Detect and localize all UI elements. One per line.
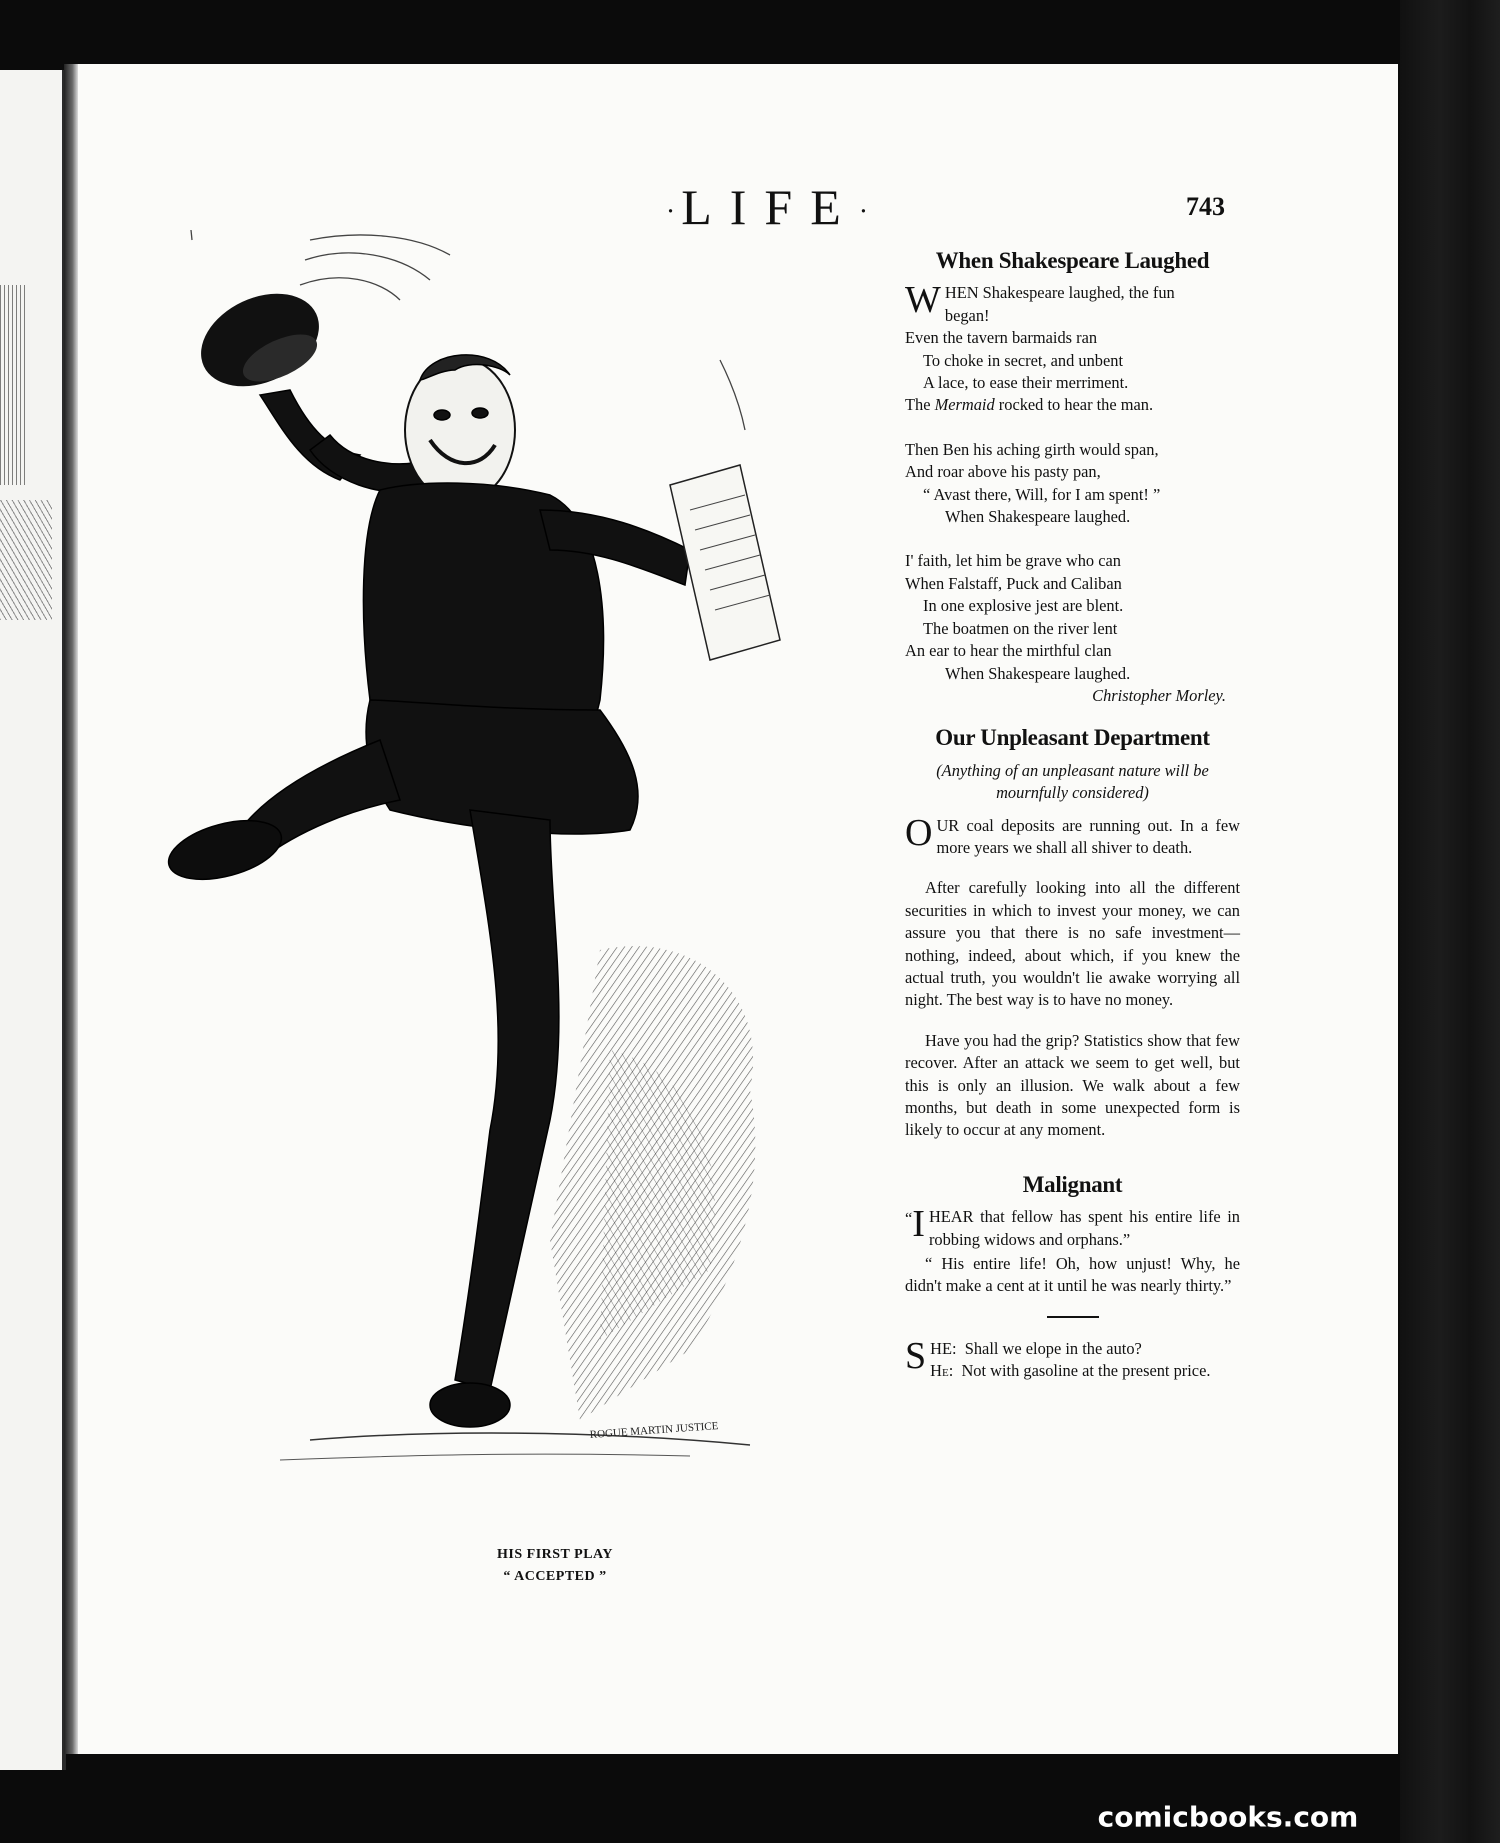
poem-line: When Shakespeare laughed. [945,663,1131,683]
unpleasant-dropcap: O [905,811,933,854]
poem-author: Christopher Morley. [1092,685,1226,705]
poem-line: In one explosive jest are blent. [923,596,1124,616]
poem-line: A lace, to ease their merriment. [923,373,1129,393]
poem-line-part: rocked to hear the man. [994,395,1154,415]
malignant-title: Malignant [1022,1171,1123,1197]
poem-line: To choke in secret, and unbent [923,350,1124,370]
elope-dropcap: S [905,1334,927,1377]
poem-line: The boatmen on the river lent [923,618,1118,638]
illustration-dancing-playwright [130,230,913,1560]
speaker-label: HE: [930,1338,957,1358]
paragraph-text: UR coal deposits are running out. In a few more years we shall all shiver to death. [936,815,1240,857]
page-number: 743 [1186,192,1225,221]
facing-page-hatching [0,285,26,485]
poem-line [905,394,1240,416]
dialogue-text: Not with gasoline at the present price. [961,1361,1211,1381]
facing-page-edge [0,70,66,1770]
poem-line: HEN Shakespeare laughed, the fun [944,283,1175,303]
poem-line: When Shakespeare laughed. [945,507,1131,527]
poem-line-italic: Mermaid [934,395,995,415]
unpleasant-paragraph-3: Have you had the grip? Statistics show that few recover. After an attack we seem to get well, but this is only an illusion. We walk about a few months, but death in some unexpected form is likely to occur at any moment. [905,1030,1240,1140]
poem-line: Then Ben his aching girth would span, [905,439,1159,459]
text-column [905,250,1240,1401]
poem-line: I' faith, let him be grave who can [905,551,1121,571]
masthead [560,178,980,236]
watermark: comicbooks.com [1097,1800,1359,1834]
poem-line: Even the tavern barmaids ran [905,328,1098,348]
unpleasant-paragraph-2: After carefully looking into all the different securities in which to invest your money, we can assure you that there is no safe investment—nothing, indeed, about which, if you knew the actual truth, you wouldn't lie awake worrying all night. The best way is to have no money. [905,878,1240,1010]
dialogue-text: Shall we elope in the auto? [964,1338,1142,1358]
poem-line: began! [944,305,990,325]
section-divider [1047,1316,1099,1318]
masthead-dot-right: · [858,196,875,228]
unpleasant-title: Our Unpleasant Department [935,725,1210,751]
facing-page-hatching-2 [0,500,52,620]
malignant-dropcap: I [912,1203,925,1246]
scan-backdrop [1400,0,1500,1843]
poem-stanza-3 [905,550,1240,707]
paragraph-text: HEAR that fellow has spent his entire life in robbing widows and orphans.” [928,1207,1240,1249]
malignant-paragraph-1 [905,1203,1240,1251]
poem-line-part: The [905,395,935,415]
caption-line-1: HIS FIRST PLAY [497,1547,613,1562]
masthead-dot-left: · [665,196,682,228]
poem-stanza-2 [905,439,1240,529]
poem-line: When Falstaff, Puck and Caliban [905,573,1122,593]
speaker-label: He: [930,1361,954,1381]
poem-stanza-1 [905,279,1240,416]
poem-line: An ear to hear the mirthful clan [905,641,1112,661]
poem-line: “ Avast there, Will, for I am spent! ” [923,484,1161,504]
unpleasant-subtitle: (Anything of an unpleasant nature will be mournfully considered) [936,760,1209,803]
gutter-shadow [64,64,78,1754]
malignant-paragraph-2: “ His entire life! Oh, how unjust! Why, he didn't make a cent at it until he was nearly thirty.” [905,1254,1240,1296]
artist-signature: ROGUE MARTIN JUSTICE [589,1420,719,1441]
caption-line-2: “ ACCEPTED ” [503,1569,607,1584]
malignant-open-quote: “ [905,1209,913,1229]
illustration-caption [445,1544,665,1588]
poem-line: And roar above his pasty pan, [905,462,1101,482]
poem-dropcap: W [905,279,941,322]
hat [186,276,334,405]
elope-exchange [905,1334,1240,1383]
unpleasant-paragraph-1 [905,811,1240,860]
poem-title: When Shakespeare Laughed [935,248,1210,273]
masthead-title: LIFE [681,179,859,235]
